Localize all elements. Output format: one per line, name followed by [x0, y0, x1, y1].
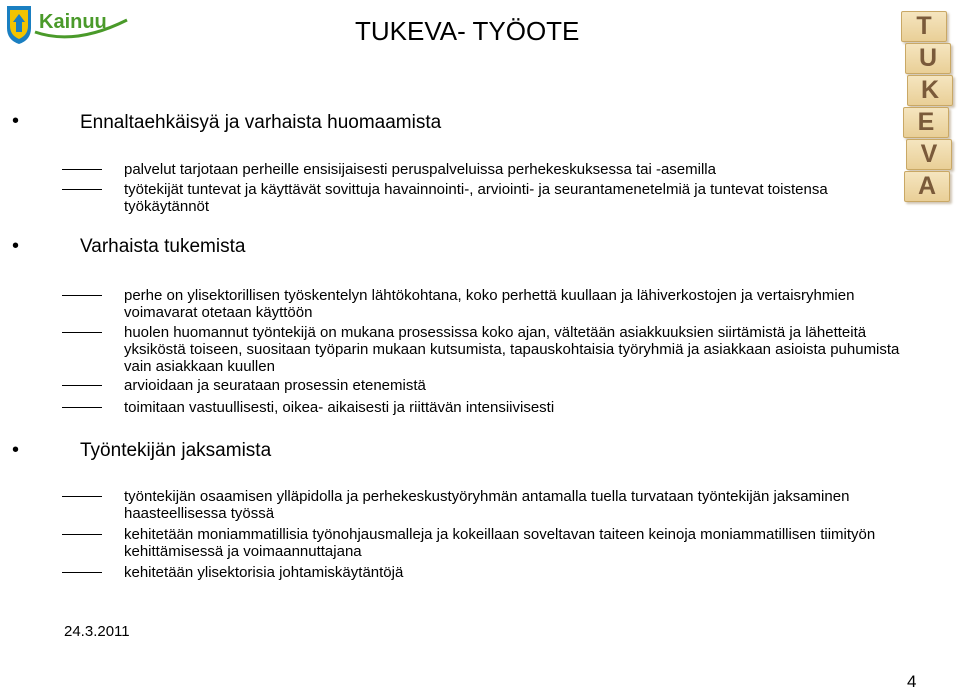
section-bullet: •	[12, 439, 20, 461]
list-item: kehitetään ylisektorisia johtamiskäytäntöjä	[124, 564, 404, 581]
letter-block: U	[905, 43, 951, 74]
footer-date: 24.3.2011	[64, 623, 130, 640]
item-dash	[62, 295, 102, 296]
list-item: huolen huomannut työntekijä on mukana prosessissa koko ajan, vältetään asiakkuuksien siirtämistä ja lähetteitä yksiköstä toiseen, suositaan työparin mukaan kutsumista, tapauskohtaisia työryhmiä ja asiakkaan asioista puhumista vain asiakkaan kuullen	[124, 324, 900, 375]
item-dash	[62, 572, 102, 573]
section-bullet: •	[12, 235, 20, 257]
item-dash	[62, 169, 102, 170]
item-dash	[62, 407, 102, 408]
page-number: 4	[907, 672, 917, 691]
kainuu-logo	[5, 2, 130, 46]
letter-block: A	[904, 171, 950, 202]
item-dash	[62, 534, 102, 535]
list-item: palvelut tarjotaan perheille ensisijaisesti peruspalveluissa perhekeskuksessa tai -asemilla	[124, 161, 716, 178]
letter-block: K	[907, 75, 953, 106]
letter-block: E	[903, 107, 949, 138]
section-heading: Ennaltaehkäisyä ja varhaista huomaamista	[80, 112, 442, 133]
list-item: kehitetään moniammatillisia työnohjausmalleja ja kokeillaan soveltavan taiteen keinoja moniammatillisen tiimityön kehittämisessä ja voimaannuttajana	[124, 526, 876, 560]
slide-title: TUKEVA- TYÖOTE	[355, 16, 580, 46]
section-heading: Työntekijän jaksamista	[80, 440, 272, 461]
list-item: arvioidaan ja seurataan prosessin etenemistä	[124, 377, 426, 394]
letter-block: T	[901, 11, 947, 42]
list-item: perhe on ylisektorillisen työskentelyn lähtökohtana, koko perhettä kuullaan ja lähiverkostojen ja vertaisryhmien voimavarat otetaan käyttöön	[124, 287, 855, 321]
list-item: työtekijät tuntevat ja käyttävät sovittuja havainnointi-, arviointi- ja seurantamenetelmiä ja tuntevat toistensa työkäytännöt	[124, 181, 828, 215]
item-dash	[62, 385, 102, 386]
item-dash	[62, 496, 102, 497]
item-dash	[62, 189, 102, 190]
letter-block: V	[906, 139, 952, 170]
logo-text: Kainuu	[39, 11, 107, 33]
section-bullet: •	[12, 110, 20, 132]
list-item: työntekijän osaamisen ylläpidolla ja perhekeskustyöryhmän antamalla tuella turvataan työntekijän jaksaminen haasteellisessa työssä	[124, 488, 850, 522]
list-item: toimitaan vastuullisesti, oikea- aikaisesti ja riittävän intensiivisesti	[124, 399, 555, 416]
section-heading: Varhaista tukemista	[80, 236, 246, 257]
item-dash	[62, 332, 102, 333]
